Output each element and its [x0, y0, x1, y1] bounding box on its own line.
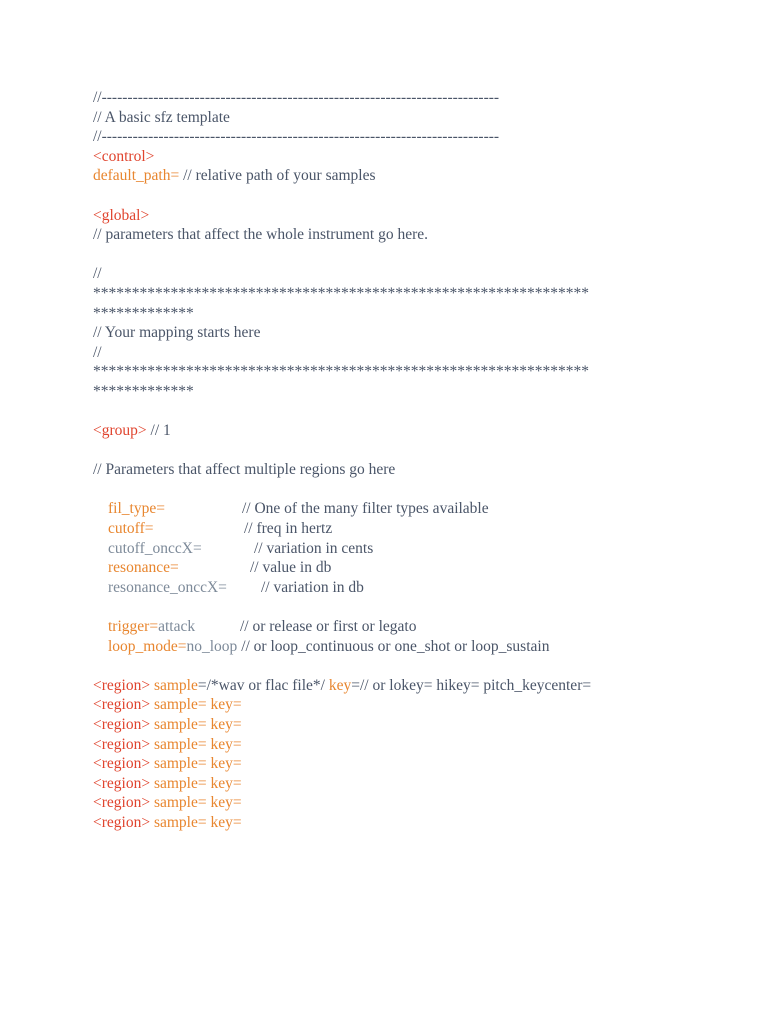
loop-mode-value: no_loop — [186, 637, 238, 655]
blank-line — [93, 597, 693, 617]
key-opcode: key — [210, 813, 233, 831]
mapping-slashes: // — [93, 343, 102, 361]
region-tag: <region> — [93, 716, 151, 733]
param-opcode: fil_type — [108, 500, 157, 518]
region-tag: <region> — [93, 676, 151, 694]
trigger-comment: // or release or first or legato — [240, 618, 417, 636]
blank-line — [93, 186, 693, 206]
sample-opcode: sample — [153, 716, 198, 733]
key-opcode: key — [210, 794, 233, 812]
group-params-comment: // Parameters that affect multiple regions go here — [93, 461, 396, 479]
region-line — [93, 676, 693, 696]
key-opcode: key — [210, 735, 233, 753]
key-equals: = — [232, 735, 242, 753]
region-line — [93, 695, 693, 715]
sample-equals: = — [197, 696, 207, 714]
header-title: // A basic sfz template — [93, 108, 230, 126]
trigger-line — [93, 617, 693, 637]
sample-opcode: sample — [153, 794, 198, 812]
key-equals: = — [232, 755, 242, 773]
sample-equals: = — [197, 755, 207, 773]
sample-equals: = — [197, 813, 207, 831]
region-line — [93, 774, 693, 794]
sample-opcode: sample — [153, 813, 198, 831]
global-comment: // parameters that affect the whole instrument go here. — [93, 226, 428, 244]
blank-line — [93, 245, 693, 265]
param-opcode: resonance_onccX — [108, 578, 219, 596]
param-line-cutoff — [93, 519, 693, 539]
param-equals: = — [218, 578, 227, 596]
param-comment: // value in db — [250, 559, 332, 577]
sample-opcode: sample — [153, 696, 198, 714]
region-tag: <region> — [93, 794, 151, 812]
key-value: =// or lokey= hikey= pitch_keycenter= — [351, 676, 592, 694]
region-line — [93, 793, 693, 813]
sample-equals: = — [197, 794, 207, 812]
param-equals: = — [169, 559, 179, 577]
region-line — [93, 735, 693, 755]
region-tag: <region> — [93, 696, 151, 714]
key-opcode: key — [210, 774, 233, 792]
group-line — [93, 421, 693, 441]
param-comment: // freq in hertz — [244, 520, 333, 538]
control-tag: <control> — [93, 147, 155, 165]
sample-opcode: sample — [153, 676, 198, 694]
param-comment: // One of the many filter types available — [242, 500, 489, 518]
mapping-title: // Your mapping starts here — [93, 324, 261, 342]
sample-opcode: sample — [153, 774, 198, 792]
default-path-line — [93, 166, 693, 186]
region-line — [93, 813, 693, 833]
key-opcode: key — [328, 676, 352, 694]
key-opcode: key — [210, 755, 233, 773]
region-tag: <region> — [93, 774, 151, 792]
param-equals: = — [156, 500, 165, 518]
param-line-resonance — [93, 558, 693, 578]
loop-mode-equals: = — [177, 637, 187, 655]
blank-line — [93, 656, 693, 676]
mapping-slashes: // — [93, 265, 102, 283]
key-equals: = — [232, 813, 242, 831]
sample-equals: = — [197, 716, 207, 733]
param-line-cutoff-onccx — [93, 539, 693, 559]
mapping-stars: **************************************************************** — [93, 284, 589, 302]
blank-line — [93, 402, 693, 422]
sample-opcode: sample — [153, 735, 198, 753]
sample-opcode: sample — [153, 755, 198, 773]
key-equals: = — [232, 794, 242, 812]
blank-line — [93, 441, 693, 461]
sample-equals: = — [197, 774, 207, 792]
region-tag: <region> — [93, 813, 151, 831]
region-tag: <region> — [93, 735, 151, 753]
key-opcode: key — [210, 716, 233, 733]
region-tag: <region> — [93, 755, 151, 773]
key-equals: = — [232, 716, 242, 733]
loop-mode-line — [93, 637, 693, 657]
key-equals: = — [232, 696, 242, 714]
header-separator: //----------------------------------------------------------------------------- — [93, 128, 500, 146]
loop-mode-opcode: loop_mode — [108, 637, 178, 655]
global-tag: <global> — [93, 206, 150, 224]
loop-mode-comment: // or loop_continuous or one_shot or loop_sustain — [237, 637, 550, 655]
region-line — [93, 715, 693, 735]
sfz-template-document — [93, 88, 693, 833]
header-separator: //----------------------------------------------------------------------------- — [93, 89, 500, 106]
default-path-comment: // relative path of your samples — [179, 167, 376, 185]
default-path-opcode: default_path — [93, 167, 171, 185]
blank-line — [93, 480, 693, 500]
mapping-stars-cont: ************* — [93, 382, 194, 400]
trigger-value: attack — [158, 618, 196, 636]
default-path-equals: = — [170, 167, 180, 185]
param-opcode: cutoff_onccX — [108, 539, 193, 557]
sample-equals: = — [197, 735, 207, 753]
group-tag: <group> — [93, 422, 147, 440]
region-line — [93, 754, 693, 774]
group-comment: // 1 — [146, 422, 171, 440]
key-equals: = — [232, 774, 242, 792]
key-opcode: key — [210, 696, 233, 714]
param-equals: = — [144, 520, 154, 538]
sample-value: =/*wav or flac file*/ — [197, 676, 325, 694]
mapping-stars-cont: ************* — [93, 304, 194, 322]
param-comment: // variation in cents — [254, 539, 374, 557]
trigger-equals: = — [149, 618, 159, 636]
param-opcode: cutoff — [108, 520, 145, 538]
param-comment: // variation in db — [261, 578, 364, 596]
param-opcode: resonance — [108, 559, 170, 577]
param-line-resonance-onccx — [93, 578, 693, 598]
trigger-opcode: trigger — [108, 618, 150, 636]
param-equals: = — [192, 539, 202, 557]
mapping-stars: **************************************************************** — [93, 363, 589, 381]
param-line-fil-type — [93, 499, 693, 519]
